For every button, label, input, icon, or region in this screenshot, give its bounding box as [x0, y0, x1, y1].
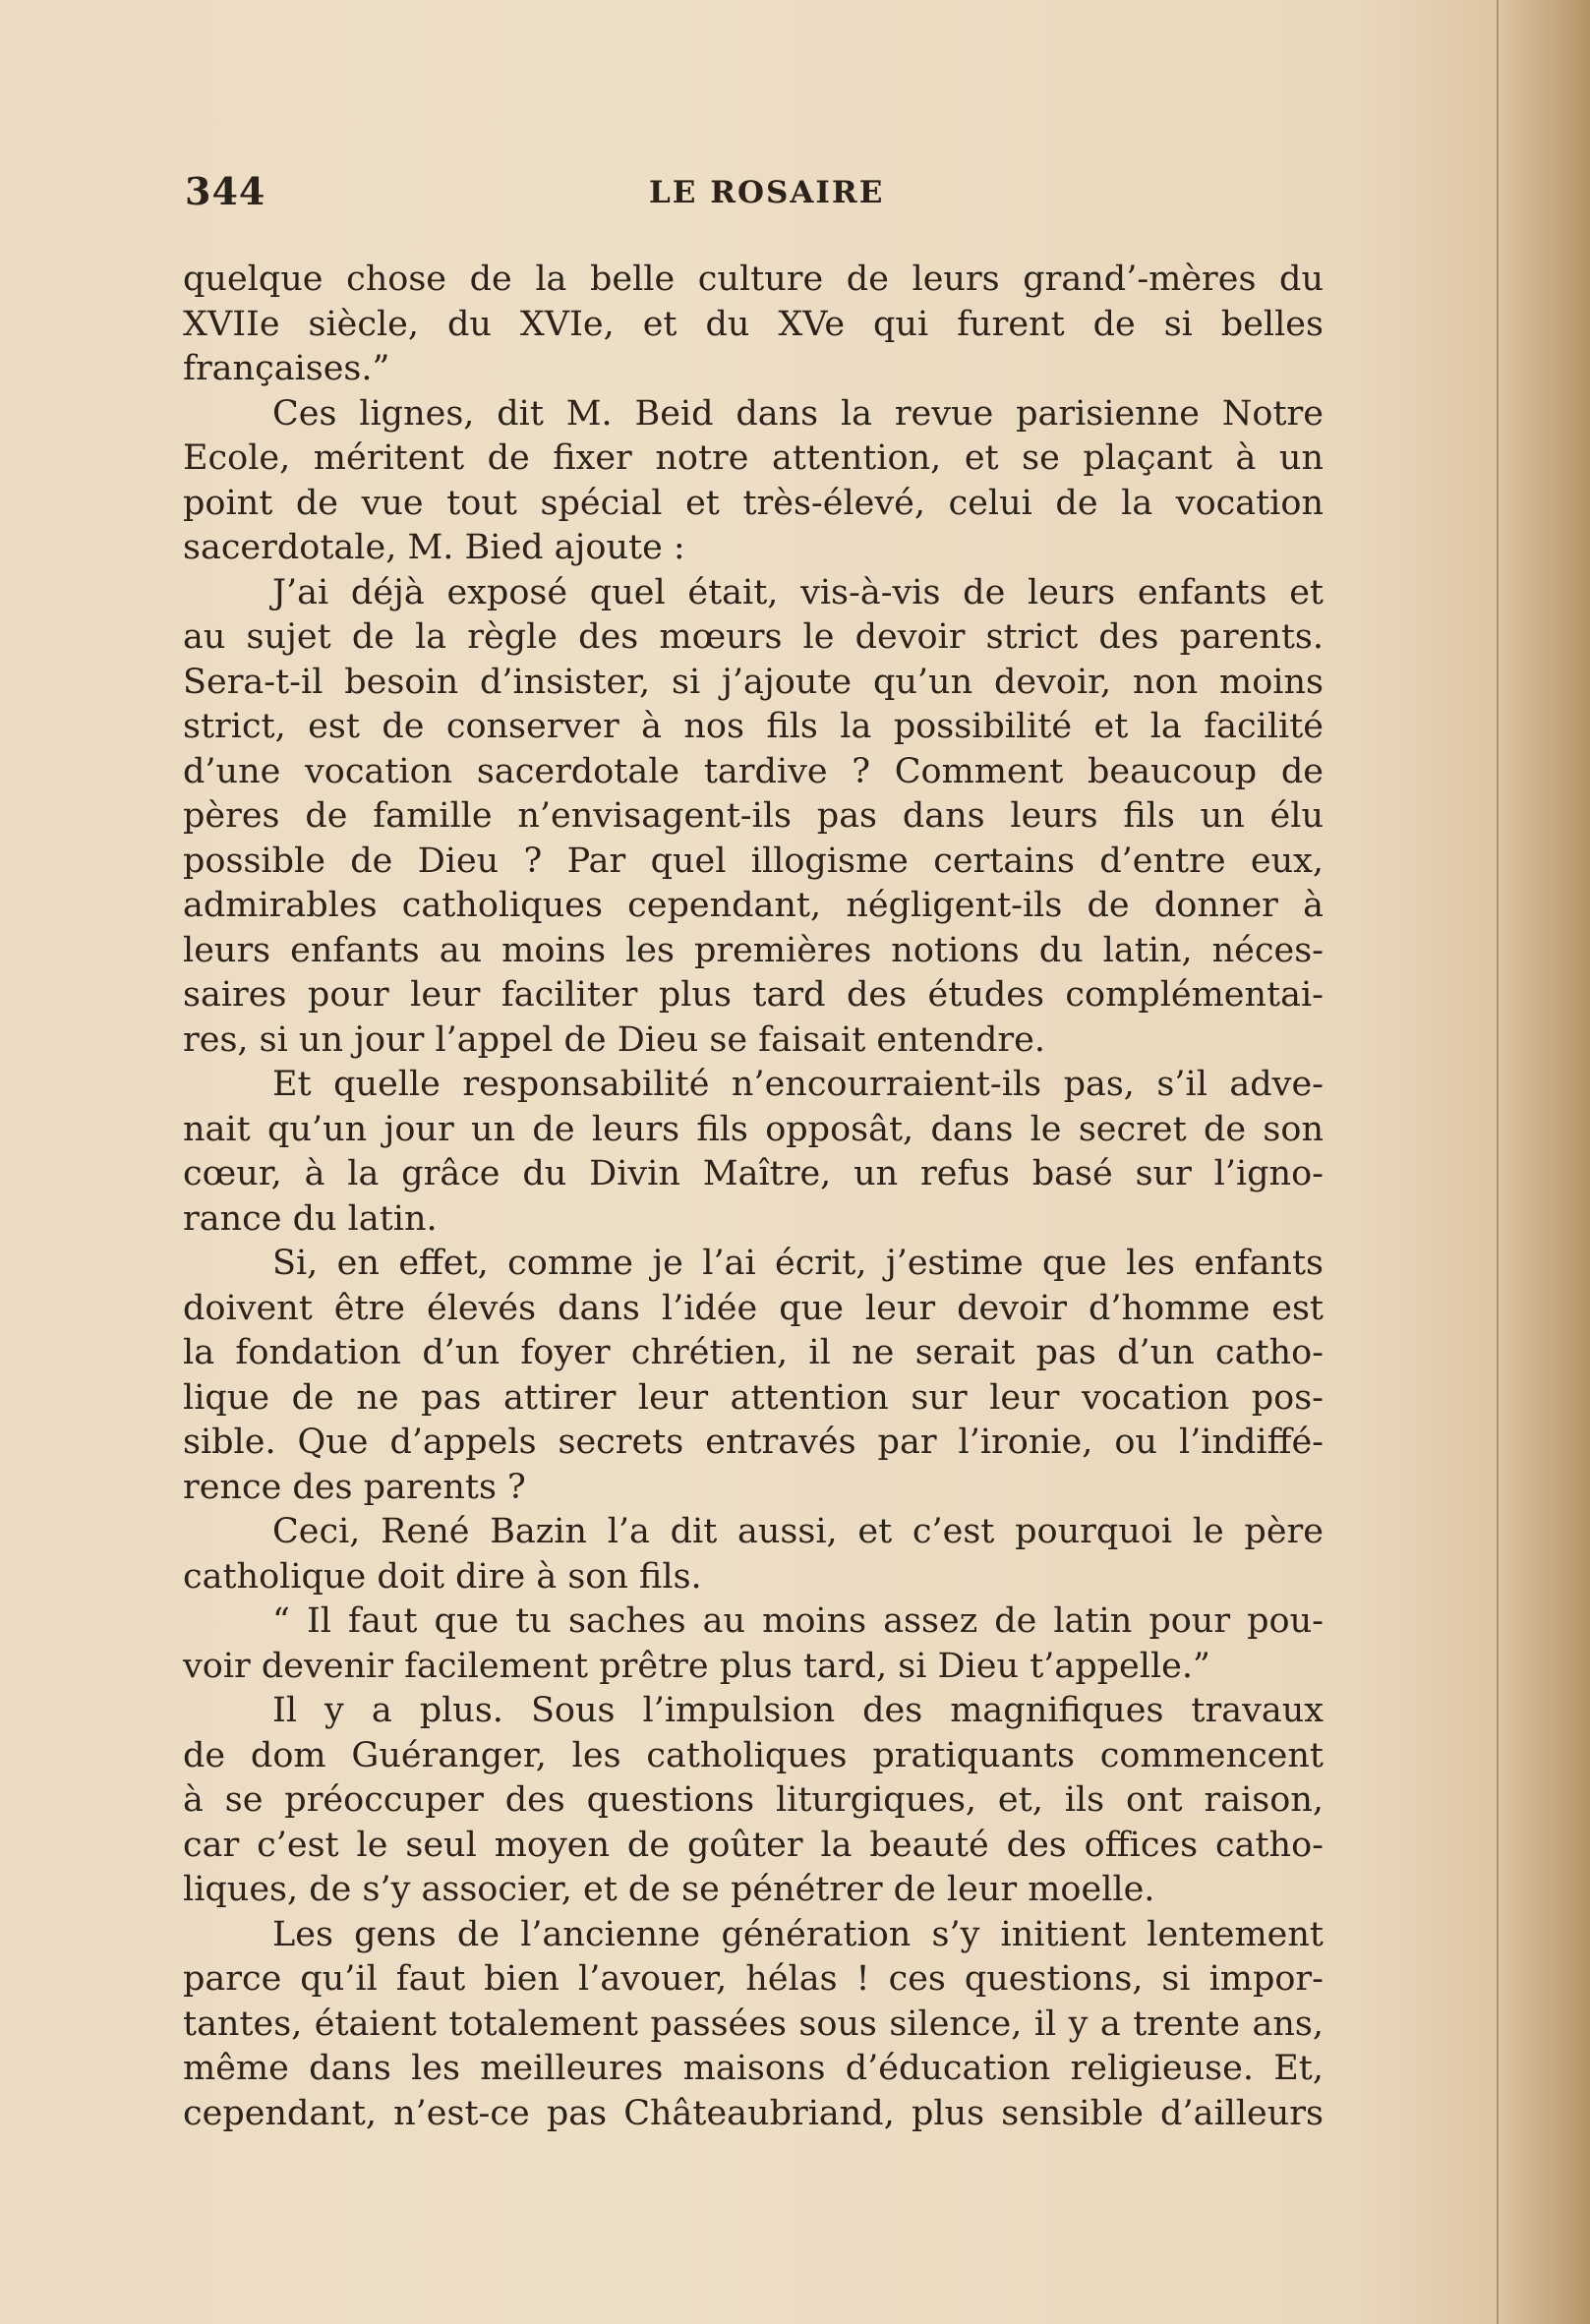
text-line: sacerdotale, M. Bied ajoute : [183, 528, 685, 567]
page-edge-line [1497, 0, 1499, 2324]
text-line: J’ai déjà exposé quel était, vis-à-vis de leurs enfants et [272, 572, 1324, 612]
body-text [183, 258, 1324, 2136]
text-line: de dom Guéranger, les catholiques pratiquants commencent [183, 1735, 1324, 1775]
text-line: cœur, à la grâce du Divin Maître, un refus basé sur l’igno- [183, 1154, 1324, 1193]
page-header [185, 169, 1325, 218]
text-line: point de vue tout spécial et très-élevé, celui de la vocation [183, 483, 1324, 523]
text-line: doivent être élevés dans l’idée que leur devoir d’homme est [183, 1288, 1324, 1328]
text-line: sible. Que d’appels secrets entravés par l’ironie, ou l’indiffé- [183, 1423, 1324, 1462]
running-head: LE ROSAIRE [649, 175, 885, 210]
text-line: Ces lignes, dit M. Beid dans la revue parisienne Notre [272, 393, 1324, 434]
text-line: tantes, étaient totalement passées sous silence, il y a trente ans, [183, 2004, 1324, 2044]
text-line: catholique doit dire à son fils. [183, 1556, 702, 1597]
text-line: liques, de s’y associer, et de se pénétrer de leur moelle. [183, 1870, 1155, 1909]
text-line: d’une vocation sacerdotale tardive ? Comment beaucoup de [183, 751, 1324, 791]
text-line: leurs enfants au moins les premières notions du latin, néces- [183, 930, 1324, 970]
text-line: lique de ne pas attirer leur attention sur leur vocation pos- [183, 1377, 1324, 1418]
text-line: res, si un jour l’appel de Dieu se faisait entendre. [183, 1019, 1045, 1060]
text-line: la fondation d’un foyer chrétien, il ne serait pas d’un catho- [183, 1333, 1324, 1372]
text-line: voir devenir facilement prêtre plus tard, si Dieu t’appelle.” [183, 1646, 1210, 1686]
text-line: “ Il faut que tu saches au moins assez de latin pour pou- [272, 1601, 1324, 1641]
text-line: strict, est de conserver à nos fils la possibilité et la facilité [183, 707, 1324, 746]
text-line: nait qu’un jour un de leurs fils opposât, dans le secret de son [183, 1109, 1324, 1149]
text-line: possible de Dieu ? Par quel illogisme certains d’entre eux, [183, 841, 1324, 881]
text-line: saires pour leur faciliter plus tard des études complémentai- [183, 975, 1324, 1015]
text-line: parce qu’il faut bien l’avouer, hélas ! ces questions, si impor- [183, 1959, 1324, 1999]
text-line: même dans les meilleures maisons d’éducation religieuse. Et, [183, 2049, 1324, 2088]
text-line: Sera-t-il besoin d’insister, si j’ajoute qu’un devoir, non moins [183, 662, 1324, 702]
text-line: Et quelle responsabilité n’encourraient-ils pas, s’il adve- [272, 1065, 1324, 1104]
text-line: à se préoccuper des questions liturgiques, et, ils ont raison, [183, 1780, 1324, 1820]
text-line: cependant, n’est-ce pas Châteaubriand, plus sensible d’ailleurs [183, 2093, 1324, 2133]
text-line: pères de famille n’envisagent-ils pas dans leurs fils un élu [183, 796, 1324, 836]
text-line: Si, en effet, comme je l’ai écrit, j’estime que les enfants [272, 1244, 1324, 1283]
page-number: 344 [185, 169, 266, 213]
text-line: admirables catholiques cependant, négligent-ils de donner à [183, 886, 1324, 925]
page-edge-shadow [1497, 0, 1590, 2324]
text-line: Il y a plus. Sous l’impulsion des magnifiques travaux [272, 1691, 1324, 1730]
text-line: XVIIe siècle, du XVIe, et du XVe qui furent de si belles [183, 304, 1324, 344]
text-line: quelque chose de la belle culture de leurs grand’-mères du [183, 260, 1324, 299]
text-line: Les gens de l’ancienne génération s’y initient lentement [272, 1914, 1324, 1954]
text-line: Ecole, méritent de fixer notre attention, et se plaçant à un [183, 438, 1324, 478]
text-line: au sujet de la règle des mœurs le devoir strict des parents. [183, 617, 1324, 657]
text-line: car c’est le seul moyen de goûter la beauté des offices catho- [183, 1825, 1324, 1865]
text-line: rance du latin. [183, 1198, 438, 1239]
text-line: françaises.” [183, 349, 390, 388]
text-line: Ceci, René Bazin l’a dit aussi, et c’est pourquoi le père [272, 1512, 1324, 1551]
text-line: rence des parents ? [183, 1467, 526, 1507]
